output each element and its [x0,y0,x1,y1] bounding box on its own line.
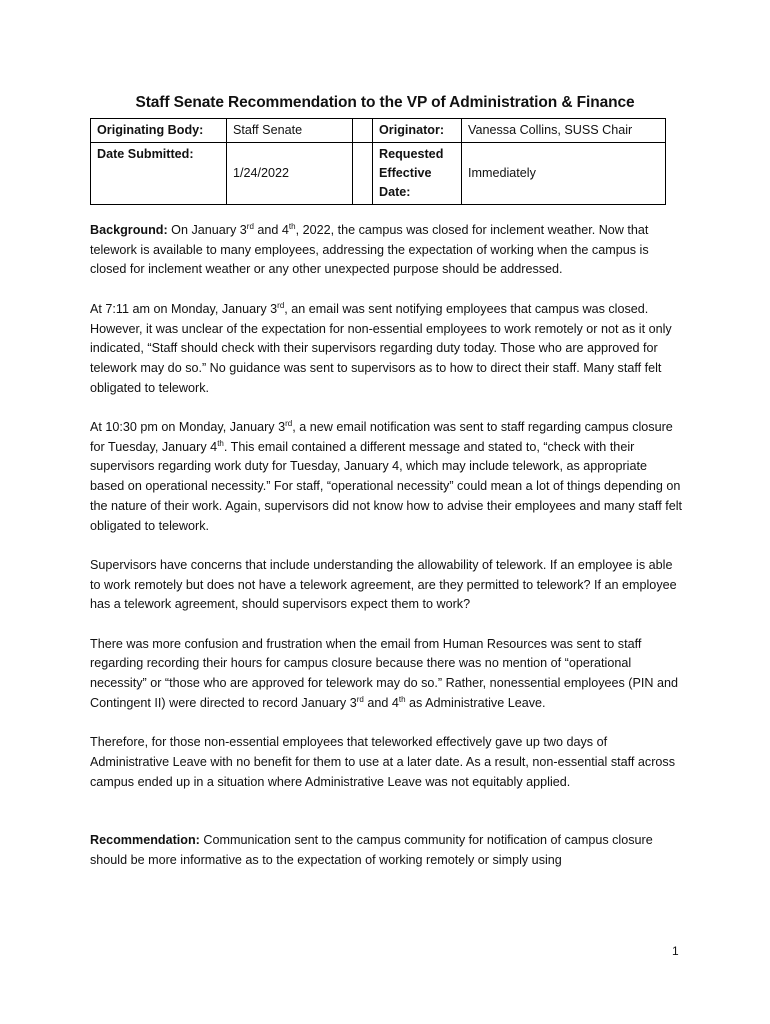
background-label: Background: [90,223,168,237]
text-run: and 4 [253,223,289,237]
requested-label-line-1: Requested [379,147,444,161]
requested-effective-date-value: Immediately [462,143,666,205]
paragraph-email-2 [90,418,682,536]
text-run: , an email was sent notifying employees that campus was closed. However, it was unclear of the expectation for non-essential employees to work remotely or not as it only indicated, “Staff should check with their supervisors regarding duty today. Those who are approved for telework may do so.” No guidance was sent to supervisors as to how to direct their staff. Many staff felt obligated to telework. [90,301,672,395]
document-body [90,221,682,890]
text-run: . This email contained a different message and stated to, “check with their supervisors regarding work duty for Tuesday, January 4, which may include telework, as appropriate based on operational necessity.” For staff, “operational necessity” could mean a lot of things depending on the nature of their work. Again, supervisors did not know how to advise their employees and many staff felt obligated to telework. [90,439,682,533]
text-run: , 2022, the campus was closed for inclement weather. Now that telework is available to many employees, addressing the expectation of working when the campus is closed for inclement weather or any other unexpected purpose should be addressed. [90,223,649,277]
paragraph-supervisor-concerns: Supervisors have concerns that include understanding the allowability of telework. If an employee is able to work remotely but does not have a telework agreement, are they permitted to telework? If an employee has a telework agreement, should supervisors expect them to work? [90,557,677,612]
text-run: There was more confusion and frustration when the email from Human Resources was sent to staff regarding recording their hours for campus closure because there was no mention of “operational necessity” or “those who are approved for telework may do so.” Rather, nonessential employees (PIN and Contingent II) were directed to record January 3 [90,636,679,710]
date-submitted-label: Date Submitted: [91,143,227,205]
superscript: rd [246,222,254,231]
text-run: On January 3 [167,223,247,237]
originating-body-value: Staff Senate [227,119,353,143]
page-title: Staff Senate Recommendation to the VP of Administration & Finance [135,94,635,111]
originating-body-label: Originating Body: [91,119,227,143]
recommendation-paragraph [90,831,682,870]
requested-label-line-2: Effective [379,166,432,180]
requested-effective-date-label [373,143,462,205]
text-run: Communication sent to the campus community for notification of campus closure should be more informative as to the expectation of working remotely or simply using [90,833,653,868]
spacer-cell [353,143,373,205]
text-run: and 4 [363,695,399,710]
page-number: 1 [672,944,679,958]
originator-value: Vanessa Collins, SUSS Chair [462,119,666,143]
text-run: , a new email notification was sent to staff regarding campus closure for Tuesday, January 4 [90,420,673,454]
metadata-row-2 [91,143,666,205]
superscript: th [217,438,224,448]
metadata-table [90,118,666,205]
superscript: rd [285,419,293,428]
originator-label: Originator: [373,119,462,143]
paragraph-hr-email [90,635,682,714]
recommendation-label: Recommendation: [90,833,200,848]
superscript: th [288,222,296,231]
paragraph-administrative-leave: Therefore, for those non-essential employees that teleworked effectively gave up two days of Administrative Leave with no benefit for them to use at a later date. As a result, non-essential staff across campus ended up in a situation where Administrative Leave was not equitably applied. [90,735,675,789]
paragraph-email-1 [90,300,682,399]
superscript: rd [277,300,285,310]
spacer-cell [353,119,373,143]
background-paragraph [90,221,682,280]
metadata-row-1 [91,119,666,143]
superscript: th [398,694,406,704]
superscript: rd [356,694,364,704]
text-run: At 10:30 pm on Monday, January 3 [90,420,286,434]
date-submitted-value: 1/24/2022 [227,143,353,205]
text-run: as Administrative Leave. [405,695,546,710]
requested-label-line-3: Date: [379,185,411,199]
text-run: At 7:11 am on Monday, January 3 [90,301,278,316]
